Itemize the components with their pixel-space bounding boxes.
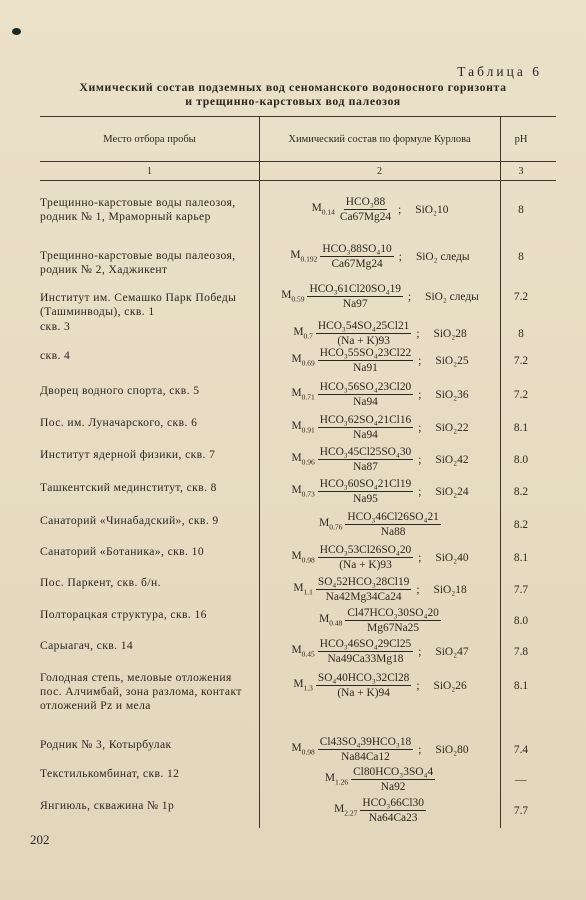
kurlov-formula [262, 414, 498, 441]
cations: Ca67Mg24 [339, 211, 392, 223]
cations: Na97 [342, 298, 368, 310]
kurlov-formula [262, 766, 498, 793]
mineralization-value: 0.14 [321, 207, 335, 217]
kurlov-formula [262, 381, 498, 408]
sample-location: Санаторий «Ботаника», скв. 10 [40, 545, 205, 558]
separator: ; [398, 250, 402, 263]
ph-value: 8.1 [513, 422, 529, 434]
anions: HCO₃45Cl25SO₄30 [319, 446, 412, 458]
mineralization: $M_{0.76}$ [319, 517, 343, 532]
anions: SO₄52HCO₃28Cl19 [317, 576, 410, 588]
cations: Na64Ca23 [368, 812, 418, 824]
silica-content: SiO₂ следы [415, 250, 470, 263]
sample-location: Институт им. Семашко Парк Победы (Ташминводы), скв. 1 [40, 291, 237, 318]
separator: ; [418, 354, 422, 367]
mineralization: $M_{2.27}$ [334, 803, 358, 818]
anions: HCO₃62SO₄21Cl16 [319, 414, 412, 426]
silica-content: SiO₂10 [415, 203, 449, 216]
ion-fraction [318, 414, 414, 441]
sample-location: Сарыагач, скв. 14 [40, 639, 134, 652]
kurlov-formula [262, 478, 498, 505]
table-top-rule [40, 116, 556, 117]
ion-fraction [338, 196, 393, 223]
mineralization-value: 0.98 [301, 747, 315, 757]
anions: SO₄40HCO₃32Cl28 [317, 672, 410, 684]
sample-location: Голодная степь, меловые отложения пос. Алчимбай, зона разлома, контакт отложений Pz и мела [40, 671, 242, 712]
cations: (Na + K)93 [339, 559, 392, 571]
cations: (Na + K)94 [337, 687, 390, 699]
sample-location: Институт ядерной физики, скв. 7 [40, 448, 216, 461]
silica-content: SiO₂36 [435, 388, 469, 401]
anions: HCO₃66Cl30 [362, 797, 424, 809]
number-row-rule [40, 180, 556, 181]
table-title [30, 80, 556, 108]
cations: Na92 [380, 781, 406, 793]
silica-content: SiO₂40 [435, 551, 469, 564]
sample-location: Пос. Паркент, скв. б/н. [40, 576, 161, 589]
cations: Na88 [380, 526, 406, 538]
anions: HCO₃54SO₄25Cl21 [317, 320, 410, 332]
ph-value: 8 [518, 204, 524, 216]
mineralization-value: 0.96 [301, 457, 315, 467]
mineralization-value: 0.192 [300, 254, 318, 264]
column-number-2: 2 [377, 166, 382, 177]
sample-location: Санаторий «Чинабадский», скв. 9 [40, 514, 219, 527]
ph-value: 7.4 [513, 744, 529, 756]
separator: ; [398, 203, 402, 216]
mineralization: $M_{0.98}$ [291, 742, 315, 757]
ion-fraction [316, 320, 412, 347]
mineralization: $M_{0.192}$ [290, 249, 318, 264]
ph-value: 8.1 [513, 552, 529, 564]
cations: Na94 [353, 396, 378, 408]
anions: HCO₃53Cl26SO₄20 [319, 544, 412, 556]
column-number-1: 1 [147, 166, 152, 177]
cations: Na87 [353, 461, 378, 473]
mineralization-value: 0.91 [301, 425, 315, 435]
mineralization-value: 0.76 [329, 522, 343, 532]
mineralization: $M_{1.26}$ [324, 772, 349, 787]
header-rule [40, 161, 556, 162]
column-number-3: 3 [518, 166, 524, 177]
kurlov-formula [262, 638, 498, 665]
anions: HCO₃61Cl20SO₄19 [309, 283, 401, 295]
page-number: 202 [30, 832, 50, 847]
ph-value: 7.8 [513, 646, 529, 658]
anions: HCO₃46Cl26SO₄21 [347, 511, 439, 523]
anions: Cl43SO₄39HCO₃18 [319, 736, 412, 748]
kurlov-formula [262, 446, 498, 473]
silica-content: SiO₂24 [435, 485, 469, 498]
cations: Na84Ca12 [341, 751, 390, 763]
table-number: Таблица 6 [457, 64, 542, 79]
separator: ; [418, 645, 422, 658]
kurlov-formula [262, 576, 498, 603]
ion-fraction [318, 478, 414, 505]
mineralization: $M_{0.14}$ [311, 202, 335, 217]
anions: HCO₃46SO₄29Cl25 [319, 638, 412, 650]
ion-fraction [318, 638, 414, 665]
ion-fraction [345, 607, 441, 634]
ph-value: 8.1 [513, 680, 529, 692]
ion-fraction [320, 243, 393, 270]
ph-value: 7.2 [513, 291, 529, 303]
silica-content: SiO₂22 [435, 421, 469, 434]
separator: ; [418, 485, 422, 498]
silica-content: SiO₂18 [433, 583, 467, 596]
anions: HCO₃60SO₄21Cl19 [319, 478, 412, 490]
ph-value: 8.0 [513, 615, 529, 627]
cations: Na42Mg34Ca24 [325, 591, 402, 603]
mineralization: $M_{1.1}$ [293, 582, 313, 597]
sample-location: скв. 3 [40, 320, 71, 333]
mineralization: $M_{0.45}$ [291, 644, 315, 659]
mineralization: $M_{0.48}$ [319, 613, 343, 628]
title-line-1: Химический состав подземных вод сеноманского водоносного горизонта [79, 80, 507, 94]
ink-spot [12, 28, 21, 35]
mineralization-value: 0.69 [301, 358, 315, 368]
separator: ; [418, 743, 422, 756]
mineralization-value: 2.27 [344, 808, 358, 818]
mineralization: $M_{0.96}$ [291, 452, 315, 467]
sample-location: Родник № 3, Котырбулак [40, 738, 172, 751]
separator: ; [418, 388, 422, 401]
cations: Na91 [353, 362, 378, 374]
sample-location: Ташкентский мединститут, скв. 8 [40, 481, 217, 494]
column-divider-2 [500, 116, 501, 828]
ion-fraction [318, 347, 414, 374]
mineralization-value: 0.59 [291, 294, 305, 304]
ion-fraction [316, 672, 412, 699]
mineralization-value: 1.26 [334, 777, 349, 787]
kurlov-formula [262, 320, 498, 347]
kurlov-formula [262, 243, 498, 270]
anions: HCO₃55SO₄23Cl22 [319, 347, 412, 359]
mineralization: $M_{0.71}$ [291, 387, 315, 402]
mineralization-value: 0.45 [301, 649, 315, 659]
silica-content: SiO₂ следы [425, 290, 479, 303]
sample-location: скв. 4 [40, 349, 71, 362]
anions: Cl47HCO₃30SO₄20 [347, 607, 439, 619]
ion-fraction [351, 766, 435, 793]
ion-fraction [318, 446, 414, 473]
anions: HCO₃88SO₄10 [322, 243, 392, 255]
anions: Cl80HCO₃3SO₄4 [353, 766, 434, 778]
silica-content: SiO₂28 [433, 327, 467, 340]
silica-content: SiO₂25 [435, 354, 469, 367]
ph-value: 8.0 [513, 454, 529, 466]
ion-fraction [318, 544, 414, 571]
column-divider-1 [259, 116, 260, 828]
anions: HCO₃56SO₄23Cl20 [319, 381, 412, 393]
sample-location: Янгиюль, скважина № 1р [40, 799, 175, 812]
cations: Ca67Mg24 [331, 258, 383, 270]
kurlov-formula [262, 736, 498, 763]
sample-location: Дворец водного спорта, скв. 5 [40, 384, 200, 397]
kurlov-formula [262, 672, 498, 699]
kurlov-formula [262, 797, 498, 824]
mineralization-value: 0.73 [301, 489, 315, 499]
separator: ; [416, 583, 420, 596]
mineralization-value: 0.48 [329, 618, 343, 628]
ph-value: 8.2 [513, 519, 529, 531]
cations: Na94 [353, 429, 378, 441]
mineralization: $M_{0.91}$ [291, 420, 315, 435]
separator: ; [407, 290, 412, 303]
header-place: Место отбора пробы [103, 134, 196, 145]
cations: Na49Ca33Mg18 [327, 653, 404, 665]
mineralization: $M_{0.59}$ [281, 289, 305, 304]
sample-location: Пос. им. Луначарского, скв. 6 [40, 416, 198, 429]
mineralization-value: 1.1 [303, 587, 313, 597]
mineralization: $M_{1.3}$ [293, 678, 313, 693]
anions: HCO₃88 [345, 196, 386, 208]
kurlov-formula [262, 283, 498, 310]
ph-value: 8 [518, 328, 524, 340]
separator: ; [418, 551, 422, 564]
sample-location: Трещинно-карстовые воды палеозоя, родник № 2, Хаджикент [40, 249, 236, 276]
cations: (Na + K)93 [337, 335, 390, 347]
ion-fraction [307, 283, 403, 310]
ph-value: 8 [518, 251, 524, 263]
mineralization-value: 1.3 [303, 683, 313, 693]
silica-content: SiO₂80 [435, 743, 469, 756]
ion-fraction [345, 511, 441, 538]
ion-fraction [316, 576, 412, 603]
ph-value: 7.7 [513, 584, 529, 596]
silica-content: SiO₂47 [435, 645, 469, 658]
silica-content: SiO₂26 [433, 679, 467, 692]
separator: ; [418, 421, 422, 434]
mineralization: $M_{0.98}$ [291, 550, 315, 565]
ph-value: 7.7 [513, 805, 529, 817]
ph-value: 7.2 [513, 389, 529, 401]
separator: ; [416, 327, 420, 340]
silica-content: SiO₂42 [435, 453, 469, 466]
sample-location: Текстилькомбинат, скв. 12 [40, 767, 180, 780]
mineralization: $M_{0.7}$ [293, 326, 313, 341]
separator: ; [416, 679, 420, 692]
mineralization: $M_{0.73}$ [291, 484, 315, 499]
kurlov-formula [262, 347, 498, 374]
mineralization: $M_{0.69}$ [291, 353, 315, 368]
cations: Na95 [353, 493, 378, 505]
mineralization-value: 0.7 [303, 331, 313, 341]
kurlov-formula [262, 511, 498, 538]
ion-fraction [318, 736, 414, 763]
separator: ; [418, 453, 422, 466]
ph-value: — [515, 774, 527, 786]
sample-location: Полторацкая структура, скв. 16 [40, 608, 207, 621]
header-ph: pH [514, 134, 528, 145]
ph-value: 8.2 [513, 486, 529, 498]
ion-fraction [360, 797, 426, 824]
title-line-2: и трещинно-карстовых вод палеозоя [185, 94, 401, 108]
kurlov-formula [262, 544, 498, 571]
kurlov-formula [262, 196, 498, 223]
ion-fraction [318, 381, 414, 408]
header-formula: Химический состав по формуле Курлова [288, 134, 471, 145]
cations: Mg67Na25 [367, 622, 420, 634]
kurlov-formula [262, 607, 498, 634]
mineralization-value: 0.98 [301, 555, 315, 565]
sample-location: Трещинно-карстовые воды палеозоя, родник № 1, Мраморный карьер [40, 196, 236, 223]
mineralization-value: 0.71 [301, 392, 315, 402]
ph-value: 7.2 [513, 355, 529, 367]
